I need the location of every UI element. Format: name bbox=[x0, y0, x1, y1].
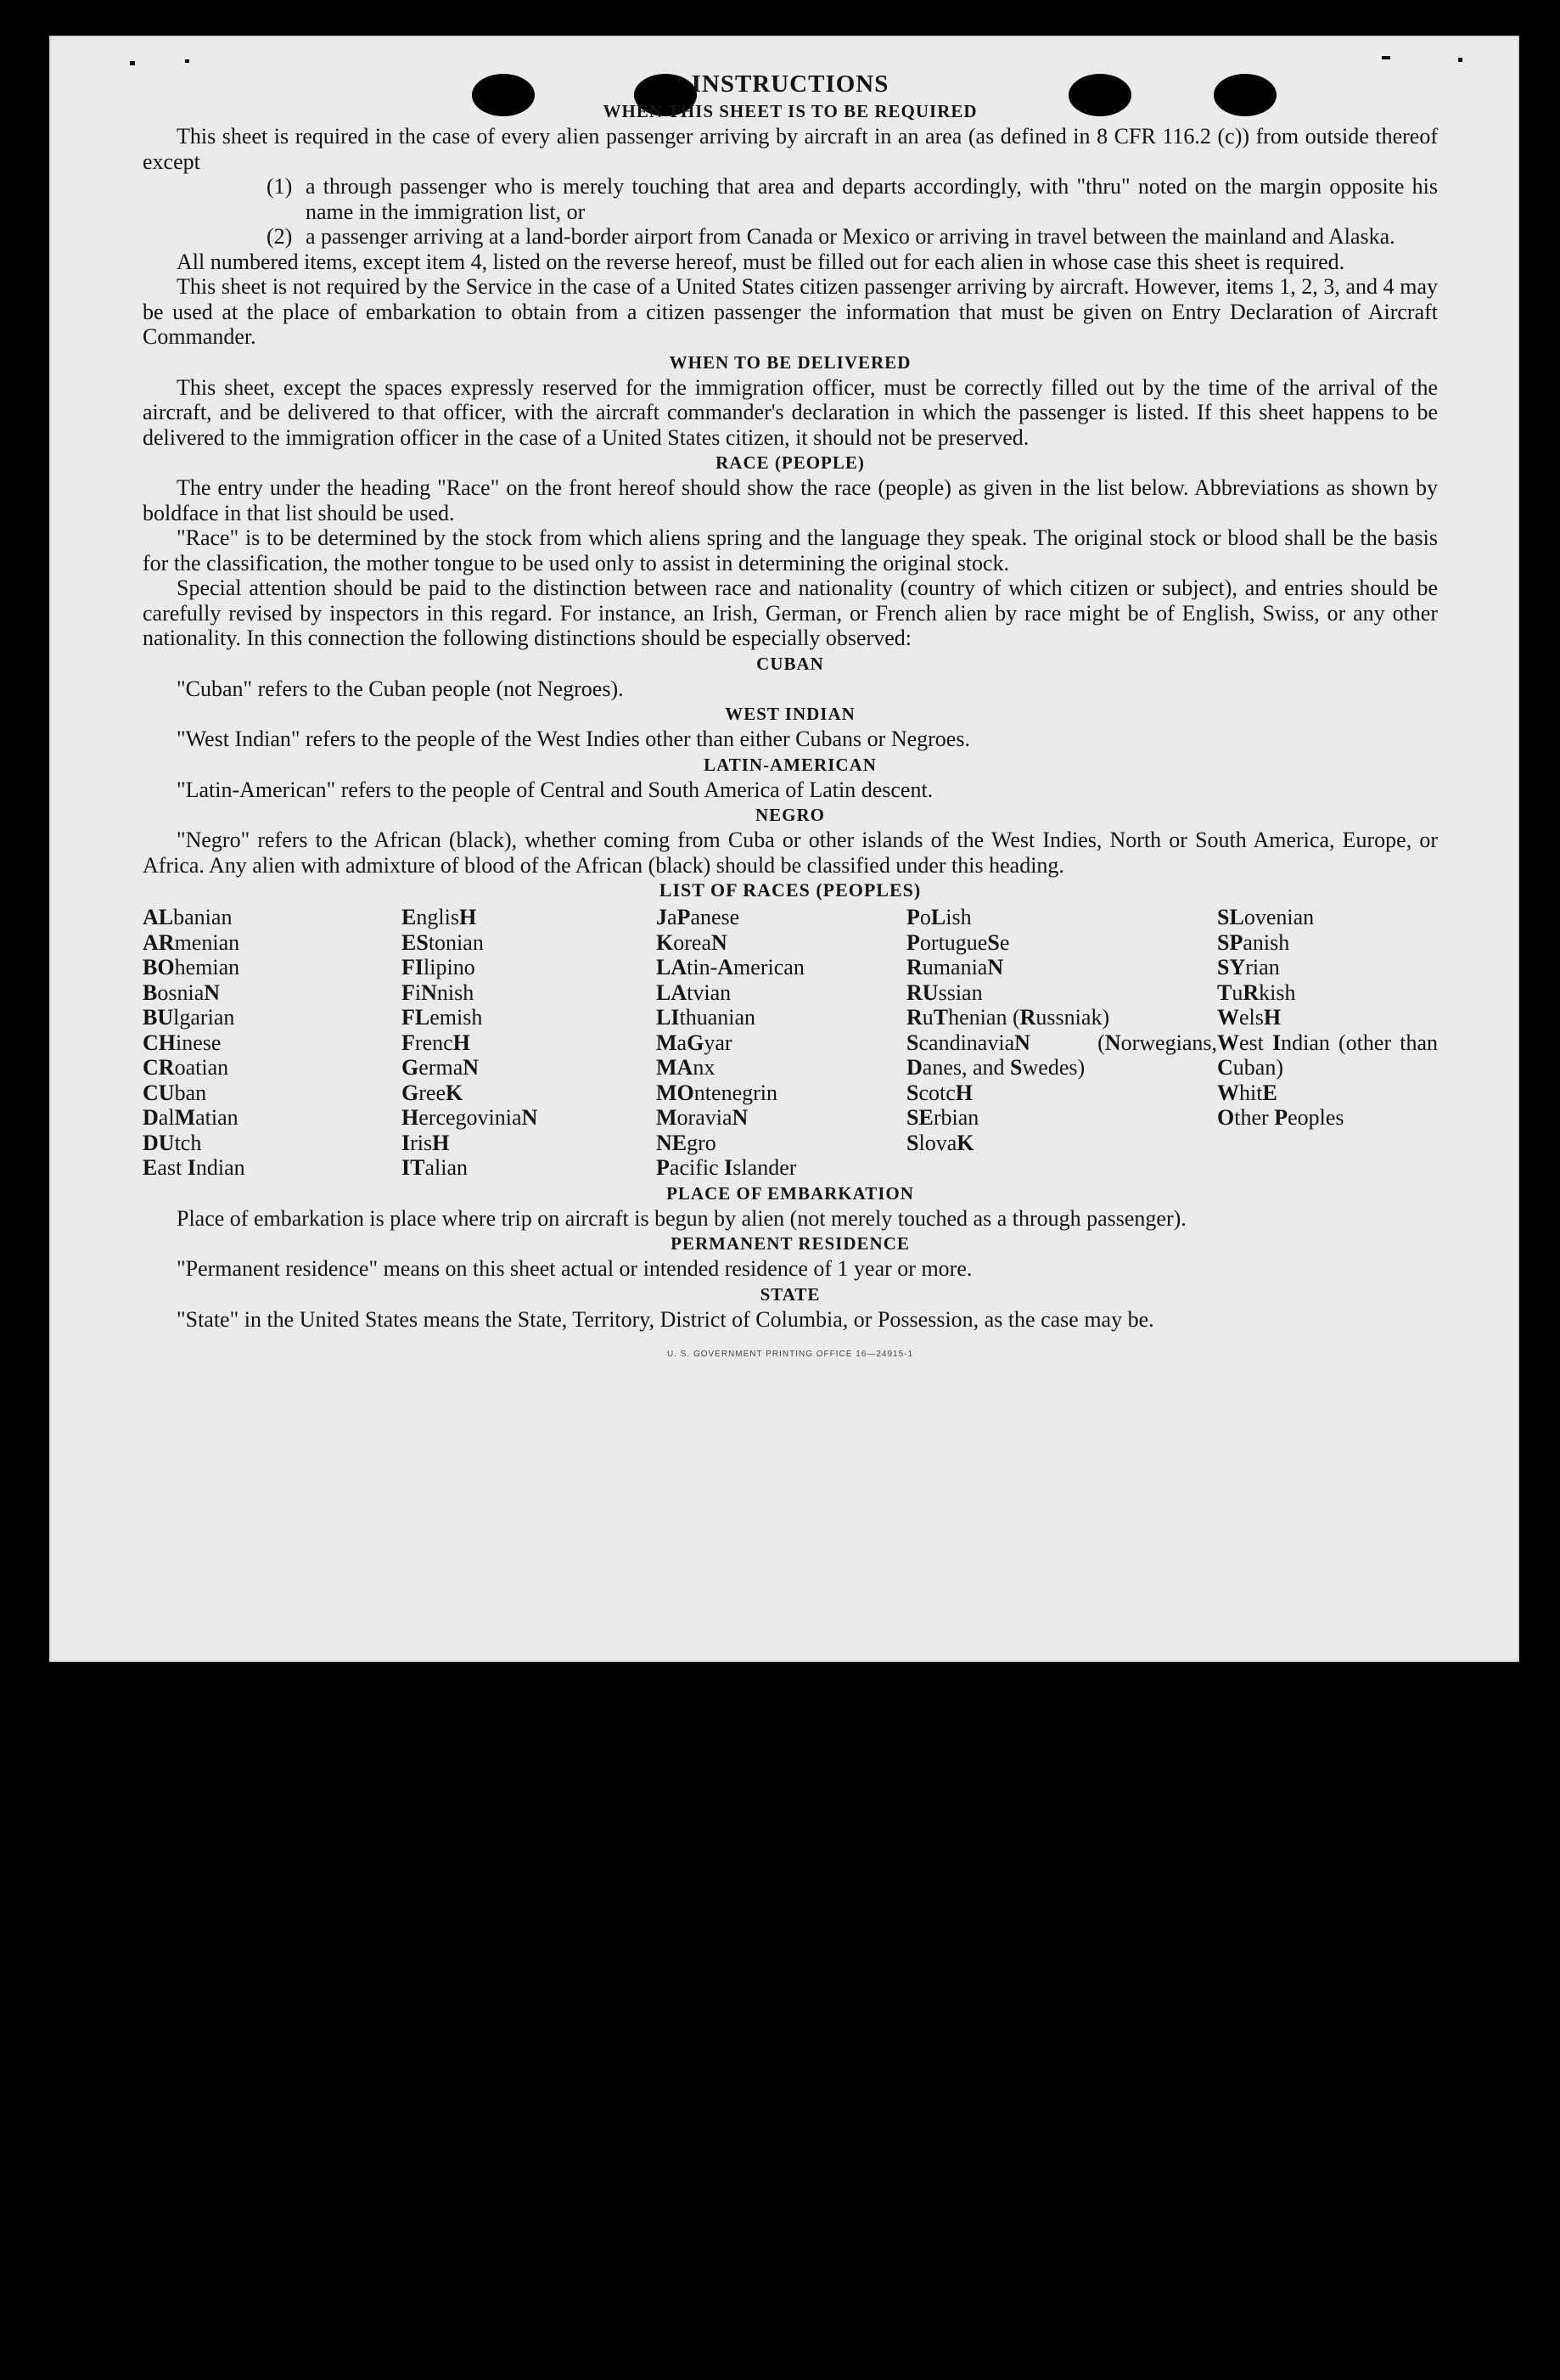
race-entry: DalMatian bbox=[143, 1105, 238, 1130]
race-entry: ScandinaviaN (Norwegians, Danes, and Swedes) bbox=[906, 1030, 1217, 1080]
race-entry: LAtvian bbox=[656, 980, 732, 1005]
races-column bbox=[401, 905, 656, 1181]
paragraph: "Cuban" refers to the Cuban people (not Negroes). bbox=[177, 676, 624, 701]
section-heading-cuban: CUBAN bbox=[756, 653, 824, 674]
race-entry: BOhemian bbox=[143, 955, 240, 980]
race-entry: LIthuanian bbox=[656, 1005, 756, 1030]
paragraph: All numbered items, except item 4, listed on the reverse hereof, must be filled out for each alien in whose case this sheet is required. bbox=[177, 249, 1345, 274]
section-heading-negro: NEGRO bbox=[755, 805, 825, 825]
race-entry: EnglisH bbox=[401, 905, 477, 929]
race-entry: SLovenian bbox=[1217, 905, 1315, 929]
race-entry: MaGyar bbox=[656, 1030, 732, 1055]
race-entry: East Indian bbox=[143, 1155, 245, 1180]
race-entry: ITalian bbox=[401, 1155, 469, 1180]
section-heading-list-of-races: LIST OF RACES (PEOPLES) bbox=[659, 879, 922, 901]
races-column bbox=[1217, 905, 1438, 1181]
race-entry: Other Peoples bbox=[1217, 1105, 1344, 1130]
race-entry: KoreaN bbox=[656, 929, 727, 955]
list-item: (2) a passenger arriving at a land-border airport from Canada or Mexico or arriving in travel between the mainland and Alaska. bbox=[267, 224, 1395, 249]
race-entry: MOntenegrin bbox=[656, 1080, 778, 1105]
race-entry: PortugueSe bbox=[906, 929, 1010, 955]
section-heading-latin-american: LATIN-AMERICAN bbox=[704, 754, 877, 775]
paragraph: "Race" is to be determined by the stock from which aliens spring and the language they speak. The original stock or blood shall be the basis for the classification, the mother tongue to be used only to assist in determining the original stock. bbox=[143, 525, 1438, 575]
races-column bbox=[656, 905, 906, 1181]
race-entry: LAtin-American bbox=[656, 955, 805, 980]
race-entry: NEgro bbox=[656, 1130, 716, 1155]
race-entry: RumaniaN bbox=[906, 955, 1004, 980]
race-entry: RUssian bbox=[906, 980, 983, 1005]
races-column bbox=[143, 905, 401, 1181]
race-entry: ARmenian bbox=[143, 929, 240, 955]
section-heading-state: STATE bbox=[760, 1283, 821, 1305]
race-entry: RuThenian (Russniak) bbox=[906, 1005, 1110, 1030]
race-entry: FrencH bbox=[401, 1030, 470, 1055]
race-entry: Pacific Islander bbox=[656, 1155, 797, 1180]
race-entry: BUlgarian bbox=[143, 1005, 235, 1030]
races-column bbox=[906, 905, 1217, 1181]
paragraph: Special attention should be paid to the distinction between race and nationality (country of which citizen or subject), and entries should be carefully revised by inspectors in this regard. For instance, an Irish, German, or French alien by race might be of English, Swiss, or any other nationality. In this connection the following distinctions should be especially observed: bbox=[143, 575, 1438, 650]
race-entry: CUban bbox=[143, 1080, 207, 1105]
printer-imprint: U. S. GOVERNMENT PRINTING OFFICE 16—24915-1 bbox=[666, 1350, 914, 1359]
race-entry: West Indian (other than Cuban) bbox=[1217, 1030, 1438, 1080]
race-entry: EStonian bbox=[401, 929, 484, 955]
list-item: (1) a through passenger who is merely touching that area and departs accordingly, with "thru" noted on the margin opposite his name in the immigration list, or bbox=[267, 174, 1438, 224]
race-entry: HercegoviniaN bbox=[401, 1105, 538, 1130]
races-list bbox=[143, 905, 1438, 1181]
race-entry: BosniaN bbox=[143, 980, 221, 1005]
race-entry: CRoatian bbox=[143, 1055, 229, 1080]
instructions-text bbox=[143, 70, 1438, 1367]
race-entry: JaPanese bbox=[656, 905, 740, 929]
race-entry: PoLish bbox=[906, 905, 972, 929]
paragraph: This sheet, except the spaces expressly reserved for the immigration officer, must be correctly filled out by the time of the arrival of the aircraft, and be delivered to that officer, with the aircraft commander's declaration in which the passenger is listed. If this sheet happens to be delivered to the immigration officer in the case of a United States citizen, it should not be preserved. bbox=[143, 374, 1438, 450]
race-entry: GreeK bbox=[401, 1080, 463, 1105]
race-entry: MoraviaN bbox=[656, 1105, 749, 1130]
race-entry: DUtch bbox=[143, 1130, 202, 1155]
race-entry: ScotcH bbox=[906, 1080, 974, 1105]
race-entry: TuRkish bbox=[1217, 980, 1296, 1005]
section-heading-embarkation: PLACE OF EMBARKATION bbox=[666, 1182, 914, 1204]
section-heading-race: RACE (PEOPLE) bbox=[715, 452, 865, 473]
race-entry: FLemish bbox=[401, 1005, 483, 1030]
race-entry: GermaN bbox=[401, 1055, 480, 1080]
race-entry: IrisH bbox=[401, 1130, 450, 1155]
paragraph: "Latin-American" refers to the people of Central and South America of Latin descent. bbox=[177, 777, 934, 802]
race-entry: FiNnish bbox=[401, 980, 474, 1005]
section-heading-residence: PERMANENT RESIDENCE bbox=[671, 1233, 910, 1254]
paragraph: "Permanent residence" means on this sheet actual or intended residence of 1 year or more. bbox=[177, 1256, 973, 1281]
paragraph: "Negro" refers to the African (black), whether coming from Cuba or other islands of the West Indies, North or South America, Europe, or Africa. Any alien with admixture of blood of the African (black) should be classified under this heading. bbox=[143, 828, 1438, 878]
race-entry: WelsH bbox=[1217, 1005, 1282, 1030]
race-entry: MAnx bbox=[656, 1055, 715, 1080]
paragraph: "State" in the United States means the State, Territory, District of Columbia, or Possession, as the case may be. bbox=[177, 1306, 1154, 1332]
paragraph: This sheet is not required by the Service in the case of a United States citizen passenger arriving by aircraft. However, items 1, 2, 3, and 4 may be used at the place of embarkation to obtain from a citizen passenger the information that must be given on Entry Declaration of Aircraft Commander. bbox=[143, 274, 1438, 349]
race-entry: FIlipino bbox=[401, 955, 475, 980]
race-entry: CHinese bbox=[143, 1030, 222, 1055]
page-title: INSTRUCTIONS bbox=[691, 70, 889, 98]
section-heading-delivered: WHEN TO BE DELIVERED bbox=[669, 351, 912, 373]
paragraph: Place of embarkation is place where trip on aircraft is begun by alien (not merely touched as a through passenger). bbox=[177, 1205, 1187, 1231]
race-entry: SYrian bbox=[1217, 955, 1280, 980]
document-page bbox=[49, 36, 1519, 1662]
paragraph: The entry under the heading "Race" on the front hereof should show the race (people) as given in the list below. Abbreviations as shown by boldface in that list should be used. bbox=[143, 475, 1438, 525]
paragraph: This sheet is required in the case of every alien passenger arriving by aircraft in an area (as defined in 8 CFR 116.2 (c)) from outside thereof except bbox=[143, 124, 1438, 174]
race-entry: SErbian bbox=[906, 1105, 979, 1130]
race-entry: SlovaK bbox=[906, 1130, 974, 1155]
race-entry: ALbanian bbox=[143, 905, 233, 929]
race-entry: SPanish bbox=[1217, 929, 1290, 955]
paragraph: "West Indian" refers to the people of the West Indies other than either Cubans or Negroes. bbox=[177, 727, 970, 751]
section-heading-west-indian: WEST INDIAN bbox=[725, 704, 856, 724]
race-entry: WhitE bbox=[1217, 1080, 1277, 1105]
section-heading-required: WHEN THIS SHEET IS TO BE REQUIRED bbox=[603, 101, 978, 121]
